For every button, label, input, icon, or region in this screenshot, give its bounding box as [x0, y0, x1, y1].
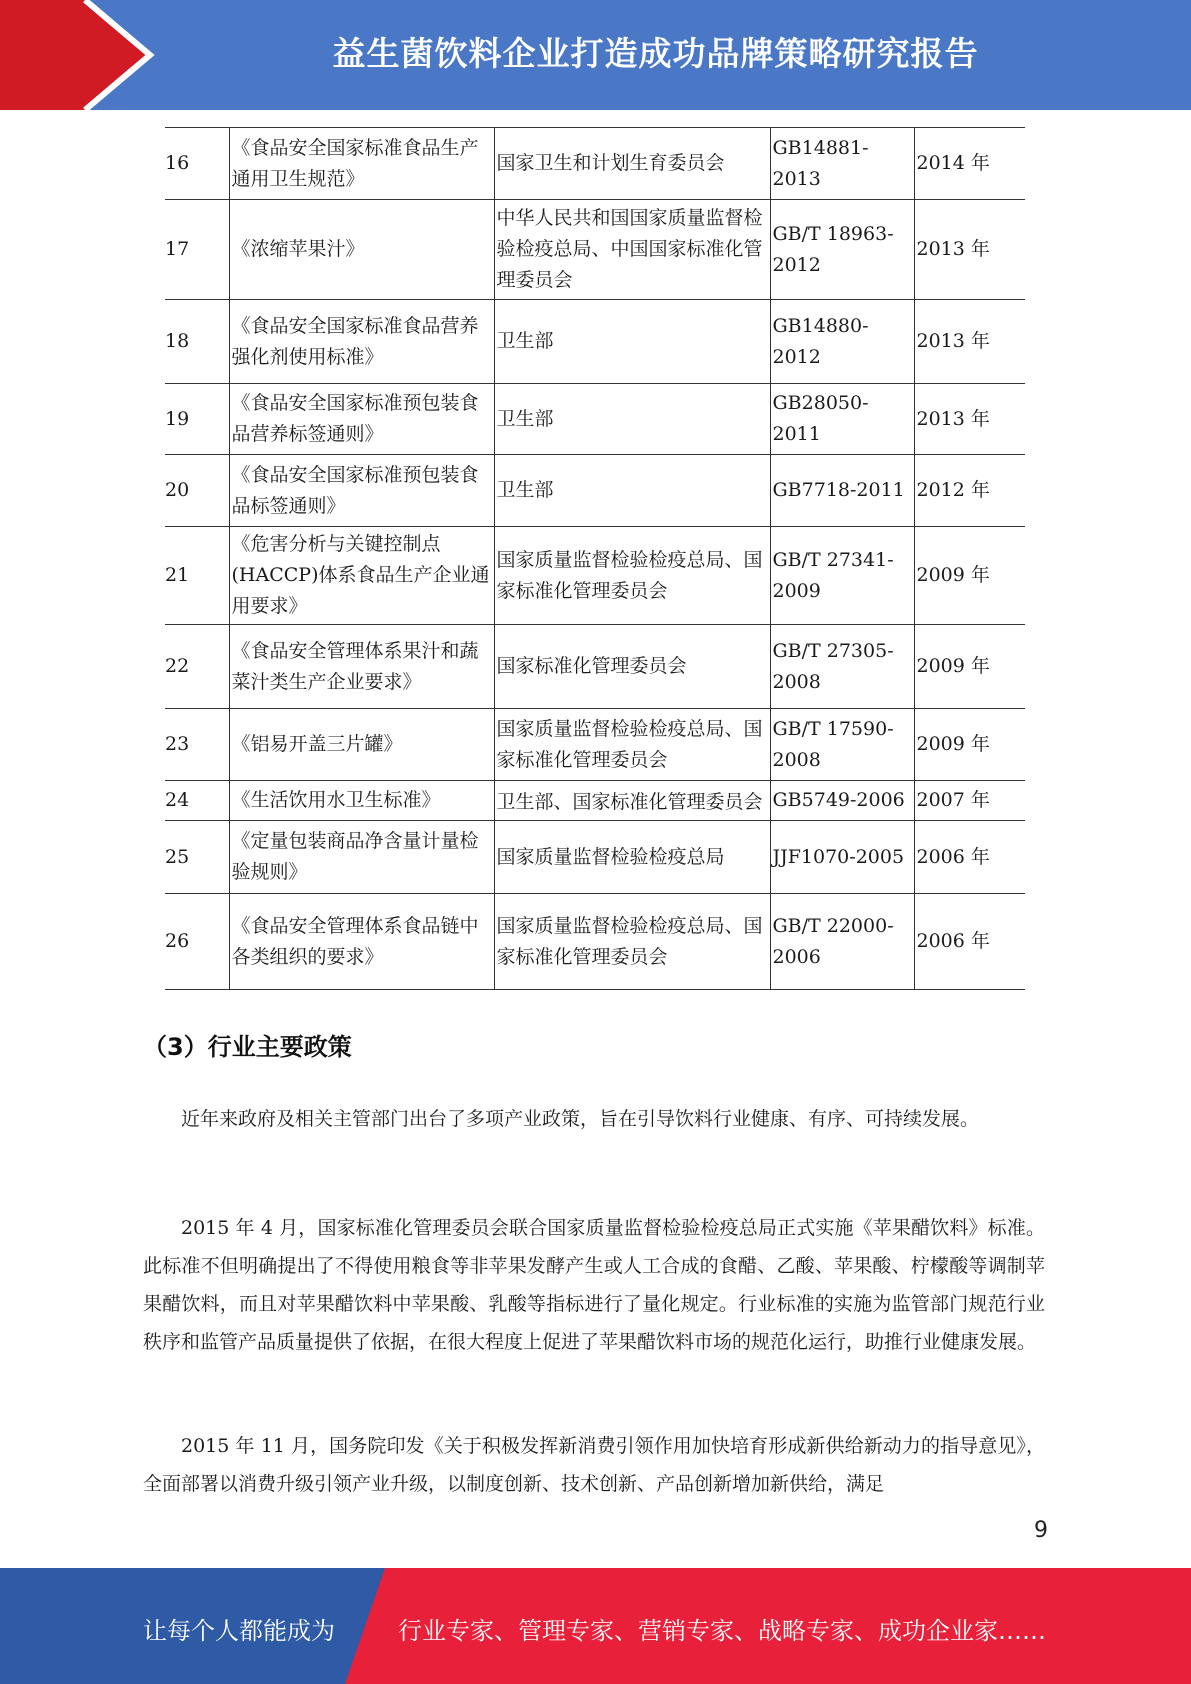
paragraph: 近年来政府及相关主管部门出台了多项产业政策，旨在引导饮料行业健康、有序、可持续发展。	[181, 1108, 980, 1130]
table-row	[165, 821, 1025, 894]
effective-year: 2012 年	[914, 455, 1025, 527]
table-row	[165, 894, 1025, 990]
standard-name: 《食品安全管理体系食品链中各类组织的要求》	[229, 894, 494, 990]
issuing-organization: 国家标准化管理委员会	[494, 625, 770, 709]
issuing-organization: 卫生部	[494, 455, 770, 527]
table-row	[165, 527, 1025, 625]
standard-code: GB/T 27341-2009	[770, 527, 914, 625]
standard-name: 《铝易开盖三片罐》	[229, 709, 494, 781]
table-row	[165, 300, 1025, 384]
standard-code: GB28050-2011	[770, 384, 914, 455]
standard-name: 《食品安全国家标准食品生产通用卫生规范》	[229, 128, 494, 200]
standard-name: 《定量包装商品净含量计量检验规则》	[229, 821, 494, 894]
standard-name: 《生活饮用水卫生标准》	[229, 781, 494, 821]
effective-year: 2006 年	[914, 894, 1025, 990]
effective-year: 2006 年	[914, 821, 1025, 894]
report-title: 益生菌饮料企业打造成功品牌策略研究报告	[332, 34, 979, 73]
row-number: 24	[165, 781, 229, 821]
standard-name: 《食品安全国家标准预包装食品营养标签通则》	[229, 384, 494, 455]
standard-name: 《危害分析与关键控制点(HACCP)体系食品生产企业通用要求》	[229, 527, 494, 625]
standard-code: GB/T 17590-2008	[770, 709, 914, 781]
standard-code: GB/T 18963-2012	[770, 200, 914, 300]
row-number: 18	[165, 300, 229, 384]
standard-code: GB/T 27305-2008	[770, 625, 914, 709]
page-header	[0, 0, 1191, 110]
issuing-organization: 中华人民共和国国家质量监督检验检疫总局、中国国家标准化管理委员会	[494, 200, 770, 300]
table-row	[165, 200, 1025, 300]
row-number: 16	[165, 128, 229, 200]
standard-code: GB14881-2013	[770, 128, 914, 200]
issuing-organization: 卫生部	[494, 384, 770, 455]
footer-slogan-right: 行业专家、管理专家、营销专家、战略专家、成功企业家……	[398, 1617, 1046, 1645]
effective-year: 2009 年	[914, 625, 1025, 709]
paragraph: 2015 年 4 月，国家标准化管理委员会联合国家质量监督检验检疫总局正式实施《苹果醋饮料》标准。此标准不但明确提出了不得使用粮食等非苹果发酵产生或人工合成的食醋、乙酸、苹果酸、柠檬酸等调制苹果醋饮料，而且对苹果醋饮料中苹果酸、乳酸等指标进行了量化规定。行业标准的实施为监管部门规范行业秩序和监管产品质量提供了依据，在很大程度上促进了苹果醋饮料市场的规范化运行，助推行业健康发展。	[143, 1217, 1045, 1353]
table-row	[165, 128, 1025, 200]
page-footer	[0, 1568, 1191, 1684]
table-row	[165, 384, 1025, 455]
effective-year: 2013 年	[914, 200, 1025, 300]
standards-table	[165, 127, 1025, 990]
row-number: 23	[165, 709, 229, 781]
standard-code: GB14880-2012	[770, 300, 914, 384]
effective-year: 2014 年	[914, 128, 1025, 200]
table-row	[165, 625, 1025, 709]
issuing-organization: 国家质量监督检验检疫总局	[494, 821, 770, 894]
standard-code: GB5749-2006	[770, 781, 914, 821]
table-row	[165, 781, 1025, 821]
page-number: 9	[1034, 1518, 1048, 1543]
footer-slogan-left: 让每个人都能成为	[143, 1617, 335, 1645]
issuing-organization: 国家质量监督检验检疫总局、国家标准化管理委员会	[494, 709, 770, 781]
effective-year: 2009 年	[914, 709, 1025, 781]
effective-year: 2009 年	[914, 527, 1025, 625]
standard-code: JJF1070-2005	[770, 821, 914, 894]
standard-name: 《食品安全管理体系果汁和蔬菜汁类生产企业要求》	[229, 625, 494, 709]
row-number: 17	[165, 200, 229, 300]
standard-name: 《浓缩苹果汁》	[229, 200, 494, 300]
table-row	[165, 455, 1025, 527]
effective-year: 2007 年	[914, 781, 1025, 821]
issuing-organization: 卫生部	[494, 300, 770, 384]
row-number: 22	[165, 625, 229, 709]
table-row	[165, 709, 1025, 781]
section-heading: （3）行业主要政策	[143, 1033, 352, 1061]
issuing-organization: 国家卫生和计划生育委员会	[494, 128, 770, 200]
issuing-organization: 国家质量监督检验检疫总局、国家标准化管理委员会	[494, 894, 770, 990]
row-number: 20	[165, 455, 229, 527]
row-number: 21	[165, 527, 229, 625]
standard-code: GB/T 22000-2006	[770, 894, 914, 990]
row-number: 25	[165, 821, 229, 894]
effective-year: 2013 年	[914, 384, 1025, 455]
row-number: 26	[165, 894, 229, 990]
issuing-organization: 国家质量监督检验检疫总局、国家标准化管理委员会	[494, 527, 770, 625]
row-number: 19	[165, 384, 229, 455]
issuing-organization: 卫生部、国家标准化管理委员会	[494, 781, 770, 821]
standard-code: GB7718-2011	[770, 455, 914, 527]
standard-name: 《食品安全国家标准食品营养强化剂使用标准》	[229, 300, 494, 384]
effective-year: 2013 年	[914, 300, 1025, 384]
standard-name: 《食品安全国家标准预包装食品标签通则》	[229, 455, 494, 527]
paragraph: 2015 年 11 月，国务院印发《关于积极发挥新消费引领作用加快培育形成新供给新动力的指导意见》，全面部署以消费升级引领产业升级，以制度创新、技术创新、产品创新增加新供给，满足	[143, 1435, 1045, 1495]
